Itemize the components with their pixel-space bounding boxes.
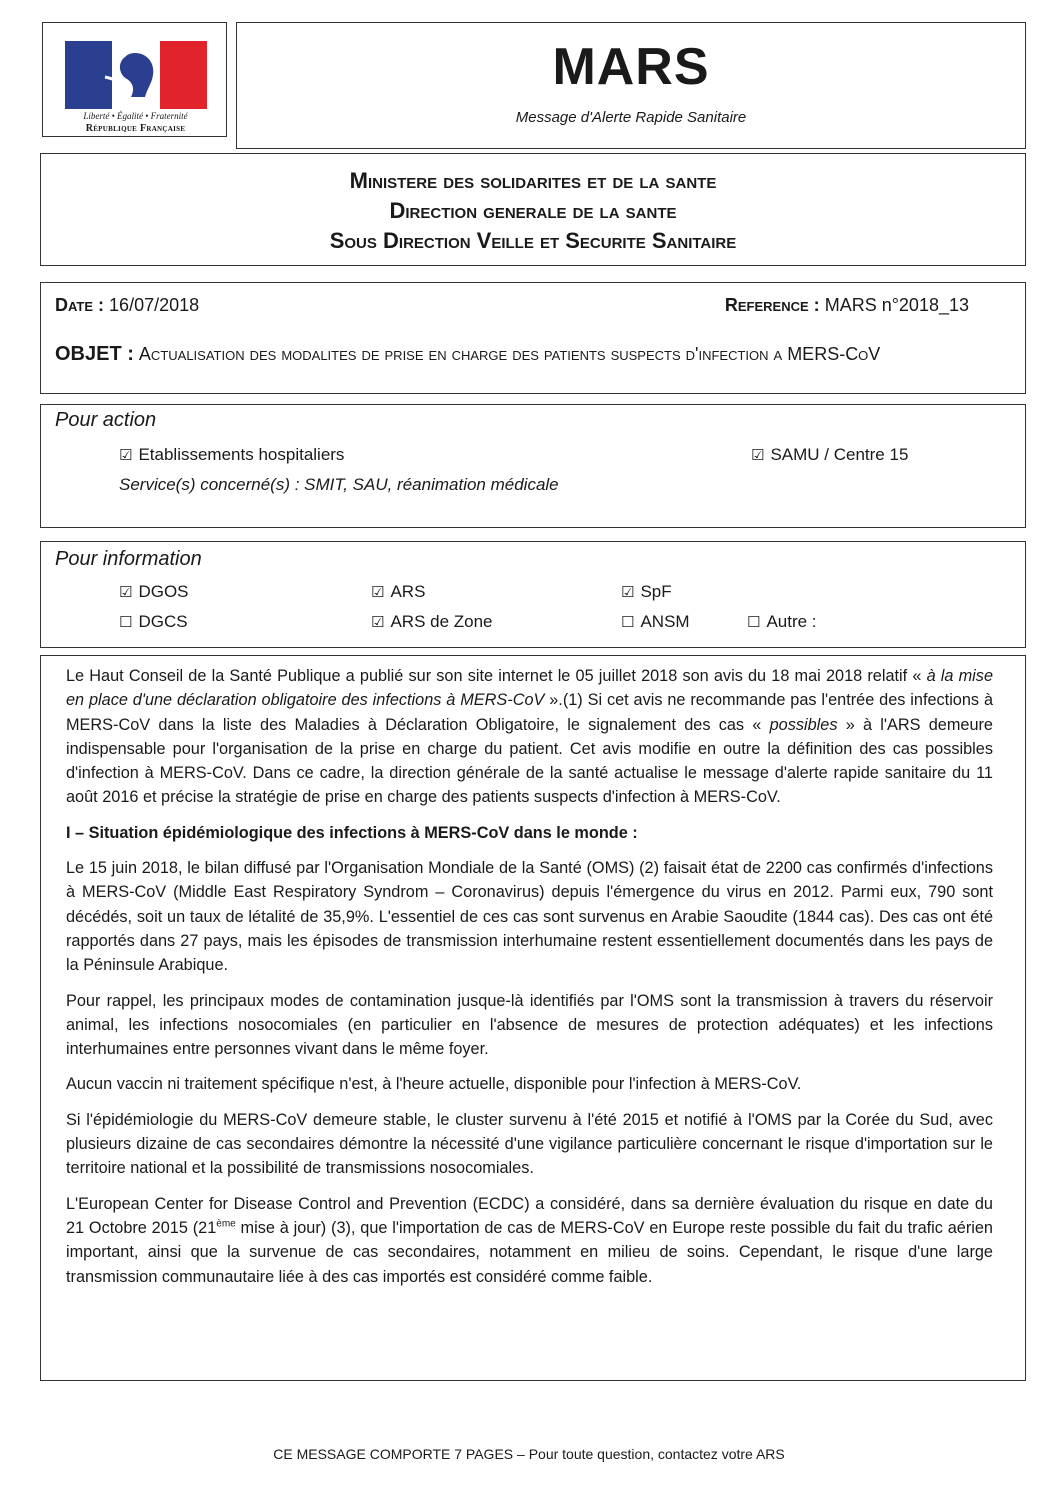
pour-action-title: Pour action	[55, 409, 157, 431]
reference-line	[725, 295, 969, 316]
document-title: MARS	[552, 38, 710, 96]
date-value: 16/07/2018	[109, 295, 200, 315]
info-item-label: SpF	[640, 582, 672, 601]
logo-motto: Liberté • Égalité • Fraternité	[83, 111, 188, 121]
checkbox-checked-icon: ☑	[751, 446, 765, 464]
marianne-flag-icon	[65, 41, 207, 109]
body-paragraph: L'European Center for Disease Control and Prevention (ECDC) a considéré, dans sa dernière évaluation du risque en date du 21 Octobre 2015 (21ème mise à jour) (3), que l'importation de cas de MERS-CoV en Europe reste possible du fait du trafic aérien important, ainsi que la survenue de cas secondaires, notamment en milieu de soins. Cependant, le risque d'une large transmission communautaire liée à des cas importés est considéré comme faible.	[66, 1194, 993, 1286]
objet-value: Actualisation des modalites de prise en charge des patients suspects d'infection a MERS-CoV	[138, 344, 881, 364]
info-item-dgcs	[119, 612, 188, 632]
ministry-block	[40, 153, 1026, 266]
body-paragraph: Aucun vaccin ni traitement spécifique n'est, à l'heure actuelle, disponible pour l'infection à MERS-CoV.	[66, 1075, 802, 1094]
info-item-dgos	[119, 582, 189, 602]
date-line	[55, 295, 199, 316]
info-item-label: ARS de Zone	[390, 612, 493, 631]
ministry-line-1: Ministere des solidarites et de la sante	[349, 168, 717, 193]
document-subtitle: Message d'Alerte Rapide Sanitaire	[515, 109, 747, 126]
info-item-label: ANSM	[640, 612, 690, 631]
page-footer: CE MESSAGE COMPORTE 7 PAGES – Pour toute question, contactez votre ARS	[273, 1446, 785, 1462]
info-item-label: Autre :	[766, 612, 817, 631]
republique-logo	[42, 22, 227, 137]
section-heading: I – Situation épidémiologique des infections à MERS-CoV dans le monde :	[66, 823, 638, 842]
body-paragraph: Pour rappel, les principaux modes de contamination jusque-là identifiés par l'OMS sont la transmission à travers du réservoir animal, les infections nosocomiales (en particulier en l'absence de mesures de protection adéquates) et les infections interhumaines entre personnes vivant dans le même foyer.	[66, 991, 993, 1059]
samu-label: SAMU / Centre 15	[770, 445, 909, 464]
checkbox-checked-icon: ☑	[621, 583, 635, 601]
samu-item	[751, 445, 908, 465]
logo-name: République Française	[85, 123, 186, 134]
info-item-label: ARS	[390, 582, 426, 601]
objet-label: OBJET :	[55, 343, 134, 365]
checkbox-checked-icon: ☑	[371, 613, 385, 631]
message-body	[40, 655, 1026, 1381]
info-item-spf	[621, 582, 672, 602]
date-label: Date :	[55, 295, 105, 315]
info-item-autre	[747, 612, 817, 632]
meta-block	[40, 282, 1026, 394]
services-line: Service(s) concerné(s) : SMIT, SAU, réanimation médicale	[119, 475, 559, 494]
body-paragraph: Le 15 juin 2018, le bilan diffusé par l'Organisation Mondiale de la Santé (OMS) (2) faisait état de 2200 cas confirmés d'infections à MERS-CoV (Middle East Respiratory Syndrom – Coronavirus) depuis l'émergence du virus en 2012. Parmi eux, 790 sont décédés, soit un taux de létalité de 35,9%. L'essentiel de ces cas sont survenus en Arabie Saoudite (1844 cas). Des cas ont été rapportés dans 27 pays, mais les épisodes de transmission interhumaine restent essentiellement documentés dans les pays de la Péninsule Arabique.	[66, 859, 993, 975]
reference-value: MARS n°2018_13	[824, 295, 969, 315]
body-paragraph: Si l'épidémiologie du MERS-CoV demeure stable, le cluster survenu à l'été 2015 et notifié à l'OMS par la Corée du Sud, avec plusieurs dizaine de cas secondaires démontre la nécessité d'une vigilance particulière concernant le risque d'importation sur le territoire national et la possibilité de transmissions nosocomiales.	[66, 1110, 993, 1178]
info-item-ansm	[621, 612, 690, 632]
checkbox-unchecked-icon: ☐	[621, 613, 635, 631]
pour-information-title: Pour information	[55, 548, 202, 570]
info-item-ars-zone	[371, 612, 493, 632]
checkbox-checked-icon: ☑	[119, 583, 133, 601]
ministry-line-3: Sous Direction Veille et Securite Sanitaire	[329, 228, 737, 253]
body-text	[66, 664, 993, 1300]
checkbox-checked-icon: ☑	[371, 583, 385, 601]
pour-action-block	[40, 404, 1026, 528]
pour-information-block	[40, 541, 1026, 648]
reference-label: Reference :	[724, 295, 820, 315]
info-item-ars	[371, 582, 425, 602]
checkbox-unchecked-icon: ☐	[747, 613, 761, 631]
mars-header	[236, 22, 1026, 149]
etablissements-label: Etablissements hospitaliers	[138, 445, 345, 464]
etablissements-item	[119, 445, 344, 465]
ministry-line-2: Direction generale de la sante	[389, 198, 677, 223]
checkbox-checked-icon: ☑	[119, 446, 133, 464]
objet-line	[55, 343, 880, 366]
checkbox-unchecked-icon: ☐	[119, 613, 133, 631]
body-paragraph: Le Haut Conseil de la Santé Publique a publié sur son site internet le 05 juillet 2018 son avis du 18 mai 2018 relatif « à la mise en place d'une déclaration obligatoire des infections à MERS-CoV ».(1) Si cet avis ne recommande pas l'entrée des infections à MERS-CoV dans la liste des Maladies à Déclaration Obligatoire, le signalement des cas « possibles » à l'ARS demeure indispensable pour l'organisation de la prise en charge du patient. Cet avis modifie en outre la définition des cas possibles d'infection à MERS-CoV. Dans ce cadre, la direction générale de la santé actualise le message d'alerte rapide sanitaire du 11 août 2016 et précise la stratégie de prise en charge des patients suspects d'infection à MERS-CoV.	[66, 667, 993, 807]
info-item-label: DGOS	[138, 582, 189, 601]
info-item-label: DGCS	[138, 612, 188, 631]
